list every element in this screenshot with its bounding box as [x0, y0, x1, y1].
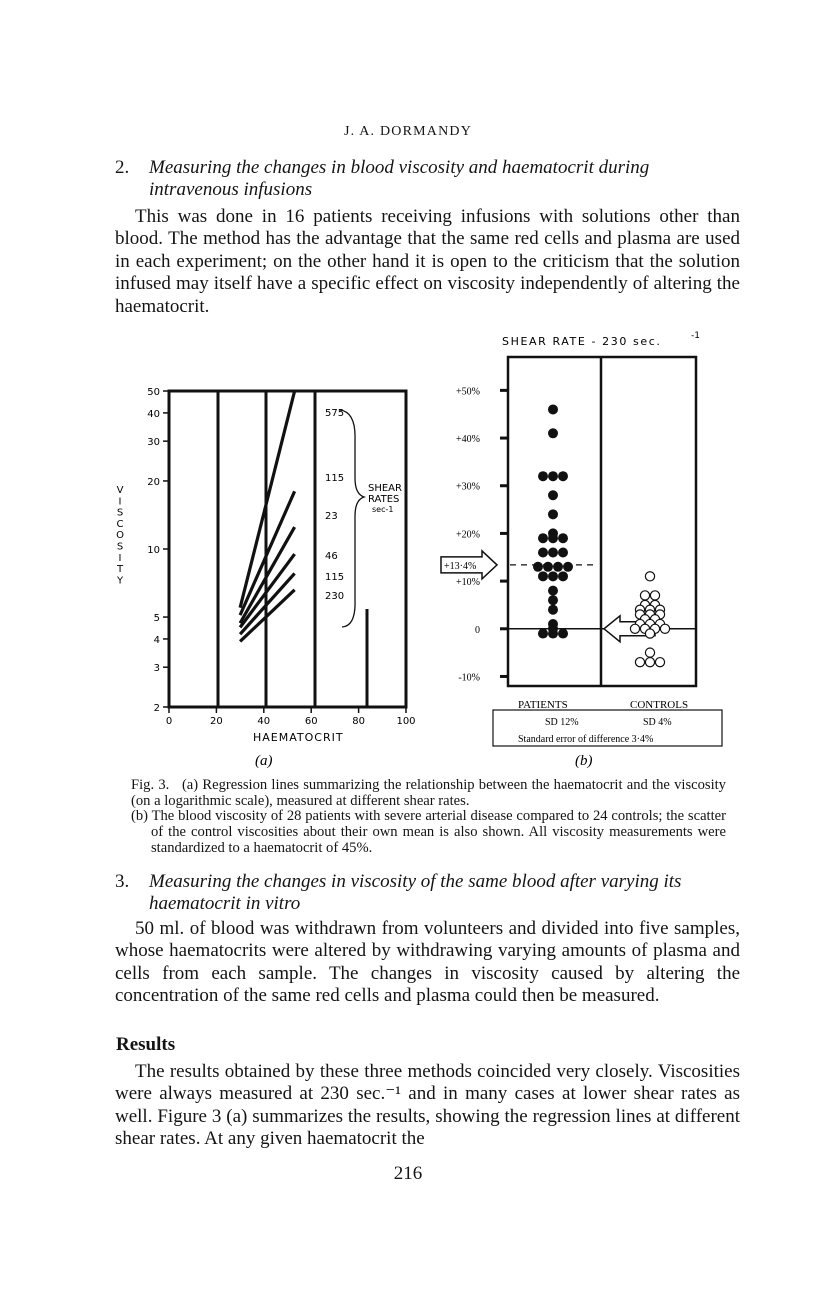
patient-point: [548, 605, 558, 615]
panel-b-title: SHEAR RATE - 230 sec.: [502, 335, 662, 348]
y-axis-label-letter: T: [116, 564, 124, 576]
patient-point: [538, 533, 548, 543]
y-tick-label: 5: [153, 613, 160, 625]
b-y-tick-label: +10%: [456, 577, 480, 589]
panel-b-label: (b): [575, 753, 593, 769]
caption-fig-label: Fig. 3.: [131, 777, 170, 793]
x-tick-label: 80: [352, 716, 365, 727]
y-tick-label: 10: [147, 545, 160, 556]
b-y-tick-label: -10%: [458, 672, 480, 684]
patient-point: [548, 547, 558, 557]
b-y-tick-label: +50%: [456, 386, 480, 398]
patient-point: [548, 595, 558, 605]
patient-point: [548, 629, 558, 639]
y-axis-label-letter: C: [116, 518, 124, 530]
control-point: [630, 624, 639, 633]
y-axis-label-letter: I: [118, 552, 122, 564]
b-y-axis-ticks: [456, 386, 508, 683]
patient-point: [558, 571, 568, 581]
b-y-tick-label: +40%: [456, 434, 480, 446]
patient-point: [558, 471, 568, 481]
line-label: 46: [325, 551, 338, 562]
control-point: [635, 658, 644, 667]
panel-b-title-superscript: -1: [691, 331, 700, 341]
b-y-tick-label: +30%: [456, 481, 480, 493]
panel-a: [116, 387, 416, 769]
x-tick-label: 0: [165, 716, 173, 727]
caption-part-a-line: [131, 778, 726, 809]
section-3-number: 3.: [115, 871, 130, 892]
caption-part-a: (a) Regression lines summarizing the relationship between the haematocrit and the viscosity (on a logarithmic scale), measured at different shear rates.: [131, 777, 726, 809]
y-tick-label: 2: [153, 703, 160, 714]
patient-point: [558, 533, 568, 543]
shear-rates-title: SHEAR: [368, 483, 402, 494]
x-tick-label: 40: [257, 716, 271, 727]
group-label-patients: PATIENTS: [518, 699, 568, 711]
y-axis-label-letter: S: [116, 541, 124, 553]
control-point: [640, 591, 649, 600]
control-point: [645, 648, 654, 657]
y-axis-label-letter: Y: [116, 575, 124, 587]
y-tick-label: 30: [147, 437, 160, 449]
results-paragraph: The results obtained by these three methods coincided very closely. Viscosities were always measured at 230 sec.⁻¹ and in many cases at lower shear rates as well. Figure 3 (a) summarizes the results, showing the regression lines at different shear rates. At any given haematocrit the: [115, 1061, 740, 1150]
results-body: [115, 1061, 740, 1151]
x-tick-label: 20: [210, 716, 223, 727]
patient-point: [548, 490, 558, 500]
control-point: [660, 624, 669, 633]
y-axis-ticks: [147, 387, 169, 714]
line-label: 575: [325, 408, 345, 419]
line-label: 230: [325, 591, 345, 602]
line-label: 115: [325, 473, 345, 484]
controls-points: [630, 572, 669, 667]
running-head: J. A. DORMANDY: [343, 124, 473, 139]
line-label: 115: [325, 572, 345, 583]
patient-point: [533, 562, 543, 572]
caption-part-b-line: [131, 809, 726, 856]
section-3-paragraph: 50 ml. of blood was withdrawn from volunteers and divided into five samples, whose haematocrits were altered by withdrawing varying amounts of plasma and cells from each sample. The changes in viscosity caused by altering the concentration of the same red cells and plasma could then be measured.: [115, 918, 740, 1007]
y-tick-label: 40: [147, 408, 160, 420]
figure-caption: [131, 778, 726, 857]
patient-point: [548, 533, 558, 543]
line-label: 23: [325, 511, 338, 522]
patient-point: [548, 509, 558, 519]
y-tick-label: 4: [153, 634, 160, 646]
page-number: 216: [393, 1163, 423, 1184]
control-point: [645, 658, 654, 667]
section-3-body: [115, 918, 740, 1008]
y-axis-label-letter: S: [116, 507, 124, 519]
shear-rates-title: RATES: [368, 494, 400, 505]
patient-point: [543, 562, 553, 572]
mean-arrow-label: +13·4%: [444, 560, 477, 572]
patients-points: [533, 404, 573, 638]
sd-patients: SD 12%: [545, 717, 579, 728]
x-axis-ticks: [166, 707, 416, 727]
patient-point: [548, 571, 558, 581]
y-axis-label-letter: O: [116, 530, 124, 542]
y-axis-label-letter: I: [118, 496, 122, 508]
section-3-title: Measuring the changes in viscosity of the same blood after varying its haematocrit in vitro: [149, 871, 682, 914]
panel-b: [441, 331, 722, 769]
section-3-heading: [115, 871, 740, 915]
section-2-number: 2.: [115, 157, 130, 178]
y-axis-label: [116, 485, 124, 586]
patient-point: [538, 629, 548, 639]
results-heading: Results: [116, 1034, 176, 1055]
mean-arrow: [441, 551, 497, 579]
caption-part-b: (b) The blood viscosity of 28 patients with severe arterial disease compared to 24 controls; the scatter of the control viscosities about their own mean is also shown. All viscosity measurements were standardized to a haematocrit of 45%.: [131, 808, 726, 856]
y-tick-label: 50: [147, 387, 160, 398]
control-point: [650, 591, 659, 600]
patient-point: [548, 428, 558, 438]
standard-error: Standard error of difference 3·4%: [518, 734, 654, 745]
patient-point: [548, 586, 558, 596]
patient-point: [538, 471, 548, 481]
patient-point: [558, 629, 568, 639]
y-axis-label-letter: V: [116, 485, 124, 496]
sd-controls: SD 4%: [643, 717, 672, 728]
panel-a-frame: [169, 391, 406, 707]
b-y-tick-label: +20%: [456, 529, 480, 541]
x-tick-label: 100: [396, 716, 416, 727]
section-2-title: Measuring the changes in blood viscosity and haematocrit during intravenous infusions: [149, 157, 650, 200]
patient-point: [558, 547, 568, 557]
patient-point: [563, 562, 573, 572]
patient-point: [548, 471, 558, 481]
group-label-controls: CONTROLS: [630, 699, 689, 711]
x-axis-label: HAEMATOCRIT: [253, 731, 344, 744]
line-labels: [325, 408, 344, 602]
control-point: [645, 629, 654, 638]
y-tick-label: 3: [153, 663, 160, 675]
patient-point: [538, 571, 548, 581]
y-tick-label: 20: [147, 476, 160, 488]
section-2-paragraph: This was done in 16 patients receiving infusions with solutions other than blood. The method has the advantage that the same red cells and plasma are used in each experiment; on the other hand it is open to the criticism that the solution infused may itself have a specific effect on viscosity independently of altering the haematocrit.: [115, 206, 740, 317]
patient-point: [553, 562, 563, 572]
shear-rates-unit: sec-1: [372, 505, 394, 514]
patient-point: [548, 404, 558, 414]
b-y-tick-label: 0: [475, 624, 480, 636]
panel-a-label: (a): [255, 753, 273, 769]
control-point: [645, 572, 654, 581]
patient-point: [538, 547, 548, 557]
control-point: [655, 658, 664, 667]
x-tick-label: 60: [304, 716, 318, 727]
